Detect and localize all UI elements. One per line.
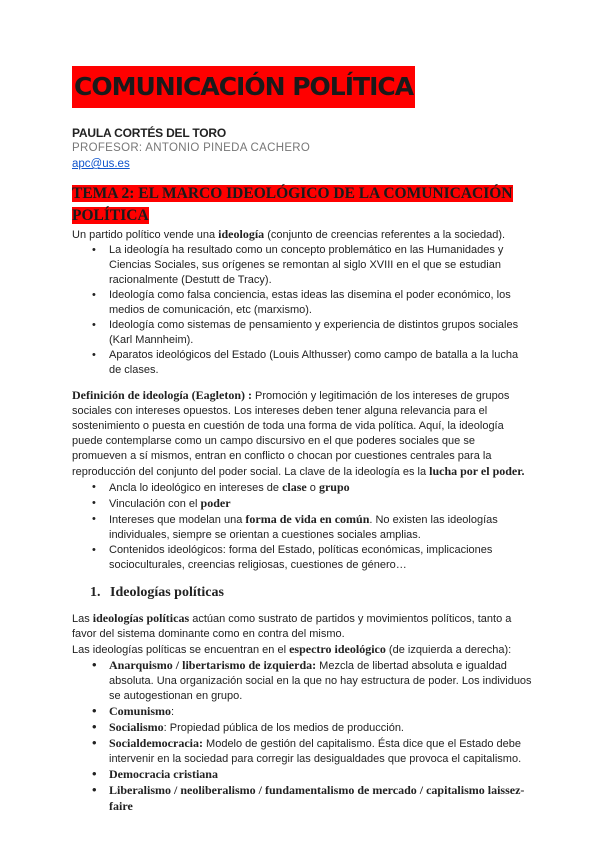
- list-item: [109, 736, 532, 767]
- topic-heading-line1: TEMA 2: EL MARCO IDEOLÓGICO DE LA COMUNICACIÓN: [72, 185, 513, 202]
- ideology-list: [72, 658, 532, 815]
- ideology-description: Mezcla de libertad absoluta e igualdad absoluta. Una organización social en la que no hay estructura de poder. Los individuos se autogestionan en grupo.: [109, 660, 532, 702]
- paragraph-bold: espectro ideológico: [289, 642, 386, 656]
- list-item: [109, 783, 532, 815]
- bullet-text: o: [306, 482, 319, 494]
- ideology-name: Socialdemocracia:: [109, 736, 203, 750]
- list-item: [109, 496, 532, 512]
- topic-heading-line2: POLÍTICA: [72, 207, 149, 224]
- definition-text: Promoción y legitimación de los intereses de grupos sociales con intereses opuestos. Los intereses deben tener alguna relevancia para el sostenimiento o puesta en cuestión de toda una forma de vida política. Aquí, la ideología puede contemplarse como un campo discursivo en el que poderes sociales que se promueven a sí mismos, entran en conflicto o chocan por cuestiones centrales para la reproducción del conjunto del poder social. La clave de la ideología es la: [72, 390, 510, 478]
- list-item: [109, 720, 532, 736]
- bullet-text: Vinculación con el: [109, 498, 201, 510]
- bullet-bold: grupo: [318, 480, 350, 494]
- paragraph-text: Las ideologías políticas se encuentran en el: [72, 644, 290, 656]
- paragraph-text: Las: [72, 613, 93, 625]
- section-heading: [90, 585, 532, 601]
- author-name: PAULA CORTÉS DEL TORO: [72, 126, 227, 140]
- intro-text: Un partido político vende una: [72, 229, 219, 241]
- ideology-name: Comunismo: [109, 704, 172, 718]
- intro-bold: ideología: [218, 227, 265, 241]
- professor-name: PROFESOR: ANTONIO PINEDA CACHERO: [72, 142, 311, 154]
- bullet-bold: forma de vida en común: [245, 512, 370, 526]
- section-title: Ideologías políticas: [110, 585, 224, 600]
- list-item: • Aparatos ideológicos del Estado (Louis Althusser) como campo de batalla a la lucha de clases.: [109, 348, 532, 378]
- ideology-description: :: [171, 706, 175, 718]
- paragraph-text: actúan como sustrato de partidos y movimientos políticos, tanto a favor del sistema dominante como en contra del mismo.: [72, 613, 512, 640]
- list-item: [109, 704, 532, 720]
- ideology-description: : Propiedad pública de los medios de producción.: [163, 722, 404, 734]
- list-item: • Contenidos ideológicos: forma del Estado, políticas económicas, implicaciones socioculturales, creencias religiosas, cuestiones de género…: [109, 543, 532, 573]
- topic-heading: [72, 183, 532, 227]
- bullet-text: . No existen las ideologías individuales, siempre se orientan a cuestiones sociales amplias.: [109, 514, 498, 541]
- definition-label: Definición de ideología (Eagleton) :: [72, 388, 252, 402]
- section-number: 1.: [90, 585, 101, 600]
- ideology-name: Anarquismo / libertarismo de izquierda:: [109, 658, 317, 672]
- definition-paragraph: [72, 388, 532, 480]
- ideology-name: Democracia cristiana: [109, 767, 218, 781]
- definition-key: lucha por el poder.: [429, 464, 525, 478]
- email-link[interactable]: apc@us.es: [72, 158, 130, 170]
- intro-text-after: (conjunto de creencias referentes a la sociedad).: [264, 229, 506, 241]
- section-paragraph: [72, 642, 532, 658]
- list-item: • Ideología como falsa conciencia, estas ideas las disemina el poder económico, los medios de comunicación, etc (marxismo).: [109, 288, 532, 318]
- ideology-name: Liberalismo / neoliberalismo / fundamentalismo de mercado / capitalismo laissez-faire: [109, 783, 525, 813]
- list-item: [109, 767, 532, 783]
- topic-bullet-list: [72, 243, 532, 378]
- bullet-text: Intereses que modelan una: [109, 514, 246, 526]
- list-item: [109, 480, 532, 496]
- document-title: COMUNICACIÓN POLÍTICA: [72, 66, 415, 108]
- bullet-text: Ancla lo ideológico en intereses de: [109, 482, 283, 494]
- document-page: [72, 66, 532, 815]
- bullet-bold: clase: [282, 480, 307, 494]
- definition-bullet-list: [72, 480, 532, 573]
- section-paragraph: [72, 611, 532, 642]
- list-item: [109, 658, 532, 704]
- paragraph-bold: ideologías políticas: [92, 611, 190, 625]
- list-item: [109, 512, 532, 543]
- ideology-description: Modelo de gestión del capitalismo. Ésta dice que el Estado debe intervenir en la sociedad para corregir las desigualdades que provoca el capitalismo.: [109, 738, 522, 765]
- bullet-bold: poder: [200, 496, 231, 510]
- topic-intro: [72, 227, 532, 243]
- paragraph-text: (de izquierda a derecha):: [385, 644, 512, 656]
- list-item: • La ideología ha resultado como un concepto problemático en las Humanidades y Ciencias Sociales, sus orígenes se remontan al siglo XVIII en el que se estudian racionalmente (Destutt de Tracy).: [109, 243, 532, 288]
- ideology-name: Socialismo: [109, 720, 164, 734]
- list-item: • Ideología como sistemas de pensamiento y experiencia de distintos grupos sociales (Karl Mannheim).: [109, 318, 532, 348]
